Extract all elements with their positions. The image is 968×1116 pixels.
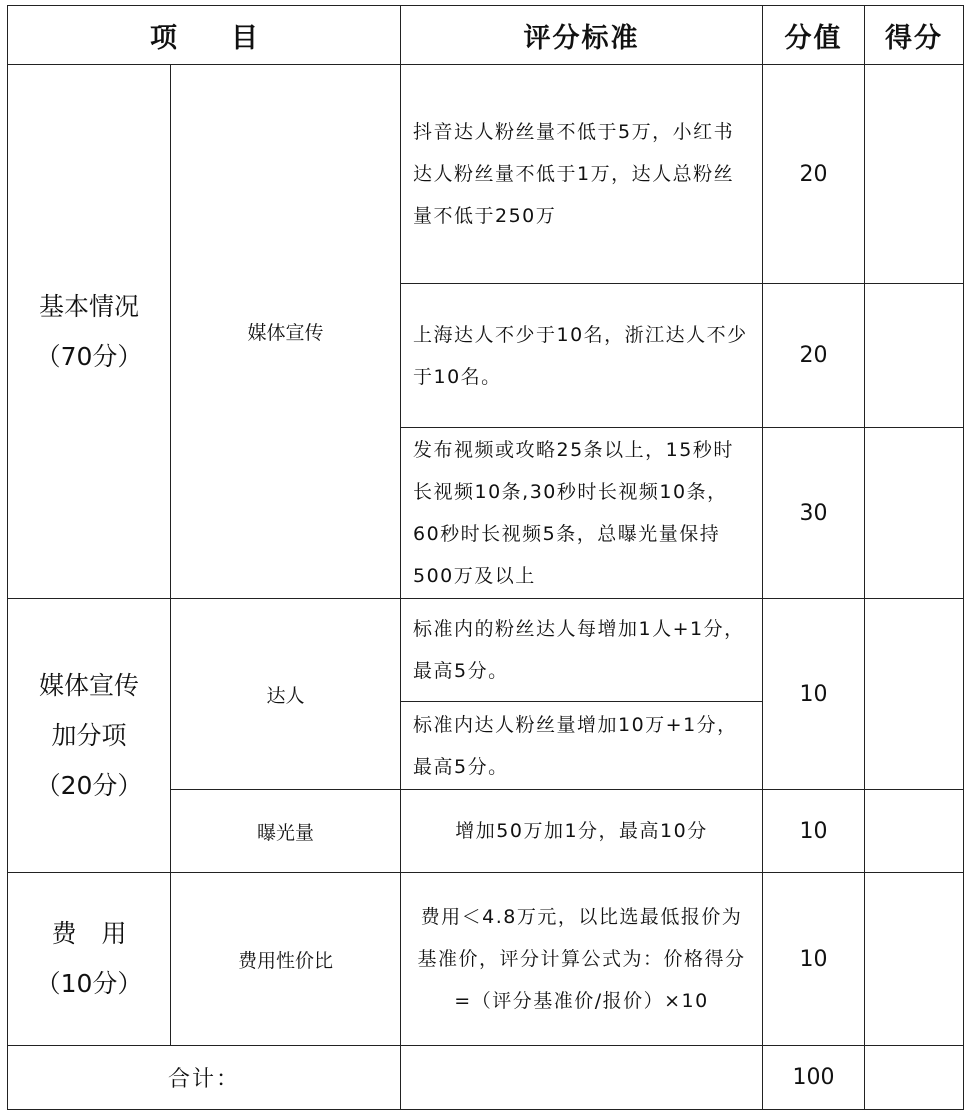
score-cell	[865, 65, 964, 284]
criteria-cell: 抖音达人粉丝量不低于5万，小红书达人粉丝量不低于1万，达人总粉丝量不低于250万	[401, 65, 763, 284]
total-label: 合计：	[8, 1046, 401, 1110]
category-cost	[8, 873, 171, 1046]
category-cost-line1: 费 用	[51, 919, 127, 948]
value-cell: 30	[763, 428, 865, 599]
value-cell: 10	[763, 790, 865, 873]
score-cell	[865, 428, 964, 599]
value-cell: 20	[763, 284, 865, 428]
total-criteria	[401, 1046, 763, 1110]
sub-cost: 费用性价比	[171, 873, 401, 1046]
category-bonus-line2: 加分项	[51, 720, 127, 750]
category-basic-line2: （70分）	[35, 341, 143, 371]
table-row	[8, 65, 964, 284]
header-criteria: 评分标准	[401, 6, 763, 65]
criteria-cell: 增加50万加1分，最高10分	[401, 790, 763, 873]
value-cell: 10	[763, 873, 865, 1046]
category-bonus-line1: 媒体宣传	[38, 670, 139, 700]
total-score	[865, 1046, 964, 1110]
score-cell	[865, 284, 964, 428]
category-bonus-line3: （20分）	[35, 770, 143, 800]
score-cell	[865, 873, 964, 1046]
category-basic-line1: 基本情况	[38, 291, 139, 321]
category-bonus	[8, 599, 171, 873]
total-row	[8, 1046, 964, 1110]
criteria-cell: 费用＜4.8万元，以比选最低报价为基准价，评分计算公式为：价格得分=（评分基准价/报价）×10	[401, 873, 763, 1046]
scoring-table	[7, 5, 964, 1110]
header-value: 分值	[763, 6, 865, 65]
category-cost-line2: （10分）	[35, 969, 143, 998]
table-row	[8, 599, 964, 702]
criteria-cell: 标准内的粉丝达人每增加1人+1分，最高5分。	[401, 599, 763, 702]
header-score: 得分	[865, 6, 964, 65]
score-cell	[865, 599, 964, 790]
criteria-cell: 标准内达人粉丝量增加10万+1分，最高5分。	[401, 702, 763, 790]
score-cell	[865, 790, 964, 873]
value-cell: 20	[763, 65, 865, 284]
criteria-cell: 上海达人不少于10名，浙江达人不少于10名。	[401, 284, 763, 428]
total-value: 100	[763, 1046, 865, 1110]
category-basic	[8, 65, 171, 599]
header-project: 项 目	[8, 6, 401, 65]
value-cell: 10	[763, 599, 865, 790]
table-row	[8, 873, 964, 1046]
sub-exposure: 曝光量	[171, 790, 401, 873]
header-row	[8, 6, 964, 65]
criteria-cell: 发布视频或攻略25条以上，15秒时长视频10条,30秒时长视频10条，60秒时长视频5条，总曝光量保持500万及以上	[401, 428, 763, 599]
sub-daren: 达人	[171, 599, 401, 790]
sub-media: 媒体宣传	[171, 65, 401, 599]
